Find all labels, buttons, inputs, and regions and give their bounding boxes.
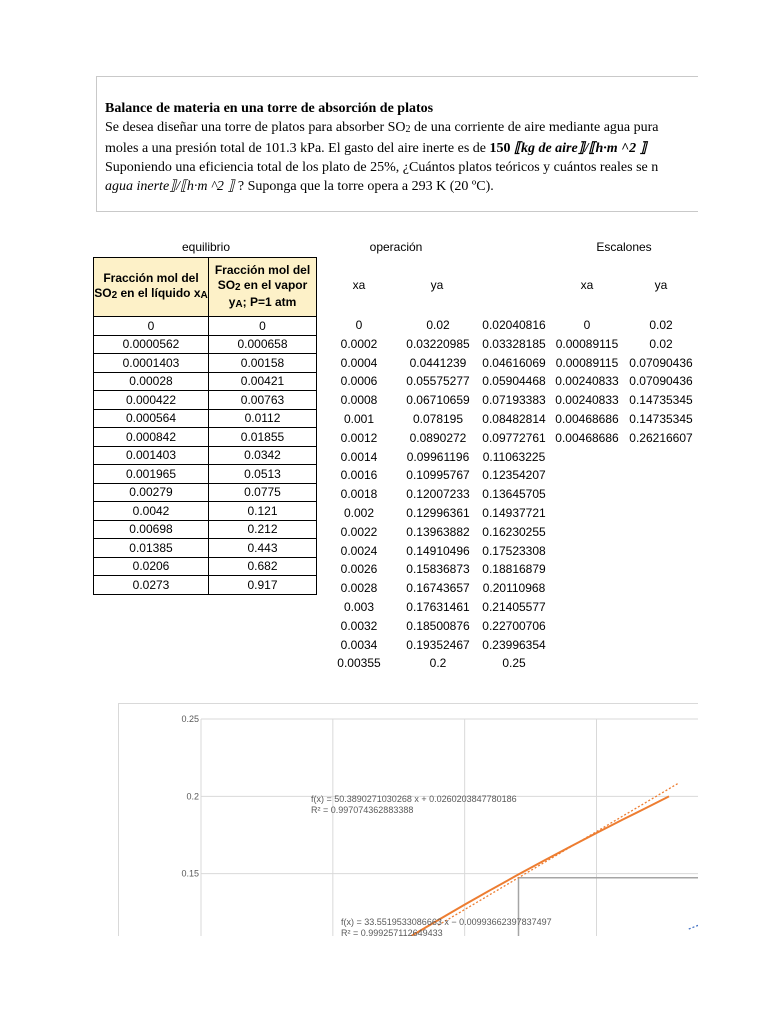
table-row [94, 539, 317, 558]
op-ya2-cell[interactable]: 0.11063225 [482, 449, 546, 464]
op-ya-cell[interactable]: 0.17631461 [406, 599, 470, 614]
problem-textbox[interactable] [96, 76, 698, 212]
op-xa-cell[interactable]: 0.00355 [337, 656, 381, 671]
op-xa-cell[interactable]: 0.0026 [340, 562, 378, 577]
eq-vapor-cell[interactable]: 0.00421 [209, 372, 317, 391]
table-row [94, 409, 317, 428]
op-ya2-column [476, 316, 552, 673]
op-ya2-cell[interactable]: 0.21405577 [482, 599, 546, 614]
eq-liquid-cell[interactable]: 0.0001403 [94, 354, 209, 373]
mccabe-chart [119, 704, 698, 936]
op-xa-label: xa [352, 278, 366, 292]
trendline-2-label: f(x) = 33.5519533086663 x − 0.00993662397837497 [341, 917, 552, 927]
steps-xa-cell[interactable]: 0.00089115 [555, 355, 619, 370]
eq-vapor-cell[interactable]: 0.00763 [209, 391, 317, 410]
op-ya2-cell[interactable]: 0.04616069 [482, 355, 546, 370]
r2-2-label: R² = 0.999257112649433 [341, 928, 443, 936]
op-ya2-cell[interactable]: 0.14937721 [482, 505, 546, 520]
table-row [94, 391, 317, 410]
op-ya-cell[interactable]: 0.078195 [412, 411, 464, 426]
eq-vapor-cell[interactable]: 0.00158 [209, 354, 317, 373]
op-ya-cell[interactable]: 0.03220985 [406, 336, 470, 351]
op-ya-label: ya [430, 278, 444, 292]
steps-ya-column [622, 316, 698, 448]
op-ya-cell[interactable]: 0.14910496 [406, 543, 470, 558]
table-row [94, 557, 317, 576]
op-ya2-cell[interactable]: 0.09772761 [482, 430, 546, 445]
op-ya-cell[interactable]: 0.02 [426, 318, 450, 332]
op-xa-cell[interactable]: 0.0006 [340, 374, 378, 389]
problem-text [105, 99, 698, 196]
steps-ya-cell[interactable]: 0.02 [649, 318, 673, 332]
op-ya-cell[interactable]: 0.06710659 [406, 393, 470, 408]
operation-header: operación [369, 240, 423, 254]
steps-xa-label: xa [580, 278, 594, 292]
op-xa-column [330, 316, 388, 673]
y-tick-label: 0.25 [181, 714, 199, 724]
steps-xa-cell[interactable]: 0.00089115 [555, 336, 619, 351]
eq-vapor-cell[interactable]: 0.212 [209, 520, 317, 539]
eq-liquid-cell[interactable]: 0.0000562 [94, 335, 209, 354]
steps-ya-cell[interactable]: 0.07090436 [629, 355, 693, 370]
eq-vapor-cell[interactable]: 0.01855 [209, 428, 317, 447]
table-row [94, 335, 317, 354]
y-tick-label: 0.2 [186, 791, 199, 802]
problem-title: Balance de materia en una torre de absorción de platos [105, 101, 434, 116]
steps-ya-cell[interactable]: 0.14735345 [629, 411, 693, 426]
eq-vapor-cell[interactable]: 0.682 [209, 557, 317, 576]
table-row [94, 465, 317, 484]
table-row [94, 483, 317, 502]
eq-vapor-cell[interactable]: 0.0342 [209, 446, 317, 465]
steps-xa-cell[interactable]: 0 [583, 318, 591, 332]
table-row [94, 428, 317, 447]
steps-ya-cell[interactable]: 0.26216607 [629, 430, 693, 445]
equilibrium-trendline [689, 903, 698, 929]
eq-liquid-cell[interactable]: 0.000422 [94, 391, 209, 410]
eq-vapor-cell[interactable]: 0.0112 [209, 409, 317, 428]
problem-line-4: agua inerte⟧/⟦h·m ^2 ⟧ ? Suponga que la torre opera a 293 K (20 ºC). [105, 179, 494, 194]
eq-liquid-cell[interactable]: 0.00698 [94, 520, 209, 539]
op-ya-cell[interactable]: 0.12996361 [406, 505, 470, 520]
eq-vapor-cell[interactable]: 0.000658 [209, 335, 317, 354]
op-xa-cell[interactable]: 0.001 [343, 411, 375, 426]
problem-line-1: Se desea diseñar una torre de platos para absorber SO2 de una corriente de aire mediante agua pura [105, 120, 659, 135]
op-xa-cell[interactable]: 0 [355, 318, 363, 332]
table-row [94, 446, 317, 465]
op-ya-cell[interactable]: 0.09961196 [406, 449, 470, 464]
op-ya2-cell[interactable]: 0.17523308 [482, 543, 546, 558]
eq-liquid-cell[interactable]: 0.01385 [94, 539, 209, 558]
op-ya2-cell[interactable]: 0.12354207 [482, 468, 546, 483]
r2-1-label: R² = 0.997074362883388 [311, 805, 414, 815]
op-ya-cell[interactable]: 0.0441239 [409, 355, 467, 370]
steps-ya-cell[interactable]: 0.07090436 [629, 374, 693, 389]
steps-xa-cell[interactable]: 0.00468686 [555, 430, 619, 445]
op-xa-cell[interactable]: 0.003 [343, 599, 375, 614]
table-row [94, 502, 317, 521]
steps-xa-cell[interactable]: 0.00468686 [555, 411, 619, 426]
operation-line [201, 796, 669, 936]
eq-col-liquid-header: Fracción mol del SO2 en el líquido xA [94, 258, 209, 317]
eq-liquid-cell[interactable]: 0.001965 [94, 465, 209, 484]
eq-vapor-cell[interactable]: 0.443 [209, 539, 317, 558]
eq-liquid-cell[interactable]: 0.0206 [94, 557, 209, 576]
op-ya-cell[interactable]: 0.12007233 [406, 487, 470, 502]
operation-trendline [438, 783, 678, 925]
eq-vapor-cell[interactable]: 0.917 [209, 576, 317, 595]
eq-liquid-cell[interactable]: 0.000842 [94, 428, 209, 447]
y-tick-label: 0.15 [181, 868, 199, 879]
op-xa-cell[interactable]: 0.0022 [340, 524, 378, 539]
op-ya2-cell[interactable]: 0.16230255 [482, 524, 546, 539]
table-row [94, 317, 317, 336]
op-ya2-cell[interactable]: 0.20110968 [482, 581, 546, 596]
op-xa-cell[interactable]: 0.0016 [340, 468, 378, 483]
eq-liquid-cell[interactable]: 0.00279 [94, 483, 209, 502]
op-xa-cell[interactable]: 0.0012 [340, 430, 378, 445]
eq-col-vapor-header: Fracción mol del SO2 en el vapor yA; P=1 atm [209, 258, 317, 317]
eq-liquid-cell[interactable]: 0 [94, 317, 209, 336]
problem-line-3: Suponiendo una eficiencia total de los plato de 25%, ¿Cuántos platos teóricos y cuántos reales se n [105, 160, 659, 175]
op-ya-cell[interactable]: 0.10995767 [406, 468, 470, 483]
op-xa-cell[interactable]: 0.0034 [340, 637, 378, 652]
op-ya-cell[interactable]: 0.19352467 [406, 637, 470, 652]
op-xa-cell[interactable]: 0.0004 [340, 355, 378, 370]
eq-vapor-cell[interactable]: 0 [209, 317, 317, 336]
op-xa-cell[interactable]: 0.0032 [340, 618, 378, 633]
op-ya2-cell[interactable]: 0.02040816 [482, 318, 546, 332]
op-ya2-cell[interactable]: 0.08482814 [482, 411, 546, 426]
op-ya-cell[interactable]: 0.0890272 [409, 430, 467, 445]
op-ya-cell[interactable]: 0.18500876 [406, 618, 470, 633]
equilibrium-header: equilibrio [181, 240, 231, 254]
op-ya-cell[interactable]: 0.15836873 [406, 562, 470, 577]
op-xa-cell[interactable]: 0.0008 [340, 393, 378, 408]
op-ya2-cell[interactable]: 0.13645705 [482, 487, 546, 502]
equilibrium-table [93, 257, 317, 595]
table-row [94, 354, 317, 373]
eq-liquid-cell[interactable]: 0.001403 [94, 446, 209, 465]
op-ya2-cell[interactable]: 0.05904468 [482, 374, 546, 389]
eq-vapor-cell[interactable]: 0.0513 [209, 465, 317, 484]
op-xa-cell[interactable]: 0.002 [343, 505, 375, 520]
eq-liquid-cell[interactable]: 0.000564 [94, 409, 209, 428]
steps-header: Escalones [596, 240, 652, 254]
table-row [94, 520, 317, 539]
op-ya-cell[interactable]: 0.2 [429, 656, 447, 671]
chart-area[interactable] [118, 703, 698, 936]
steps-ya-label: ya [654, 278, 668, 292]
op-xa-cell[interactable]: 0.0014 [340, 449, 378, 464]
op-ya-column [400, 316, 476, 673]
op-ya-cell[interactable]: 0.13963882 [406, 524, 470, 539]
steps-xa-column [548, 316, 626, 448]
op-ya2-cell[interactable]: 0.25 [502, 656, 526, 671]
table-row [94, 372, 317, 391]
eq-liquid-cell[interactable]: 0.00028 [94, 372, 209, 391]
trendline-1-label: f(x) = 50.3890271030268 x + 0.0260203847780186 [311, 794, 517, 804]
eq-vapor-cell[interactable]: 0.121 [209, 502, 317, 521]
steps-xa-cell[interactable]: 0.00240833 [555, 374, 619, 389]
table-row [94, 576, 317, 595]
steps-xa-cell[interactable]: 0.00240833 [555, 393, 619, 408]
op-xa-cell[interactable]: 0.0018 [340, 487, 378, 502]
eq-liquid-cell[interactable]: 0.0273 [94, 576, 209, 595]
op-xa-cell[interactable]: 0.0028 [340, 581, 378, 596]
op-ya2-cell[interactable]: 0.22700706 [482, 618, 546, 633]
op-xa-cell[interactable]: 0.0002 [340, 336, 378, 351]
op-ya2-cell[interactable]: 0.07193383 [482, 393, 546, 408]
op-ya-cell[interactable]: 0.16743657 [406, 581, 470, 596]
problem-line-2: moles a una presión total de 101.3 kPa. El gasto del aire inerte es de 150 ⟦kg de aire⟧/⟦h·m ^2 ⟧ [105, 141, 647, 156]
eq-vapor-cell[interactable]: 0.0775 [209, 483, 317, 502]
steps-ya-cell[interactable]: 0.14735345 [629, 393, 693, 408]
op-xa-cell[interactable]: 0.0024 [340, 543, 378, 558]
op-ya-cell[interactable]: 0.05575277 [406, 374, 470, 389]
op-ya2-cell[interactable]: 0.18816879 [482, 562, 546, 577]
eq-liquid-cell[interactable]: 0.0042 [94, 502, 209, 521]
op-ya2-cell[interactable]: 0.03328185 [482, 336, 546, 351]
steps-ya-cell[interactable]: 0.02 [649, 336, 673, 351]
op-ya2-cell[interactable]: 0.23996354 [482, 637, 546, 652]
